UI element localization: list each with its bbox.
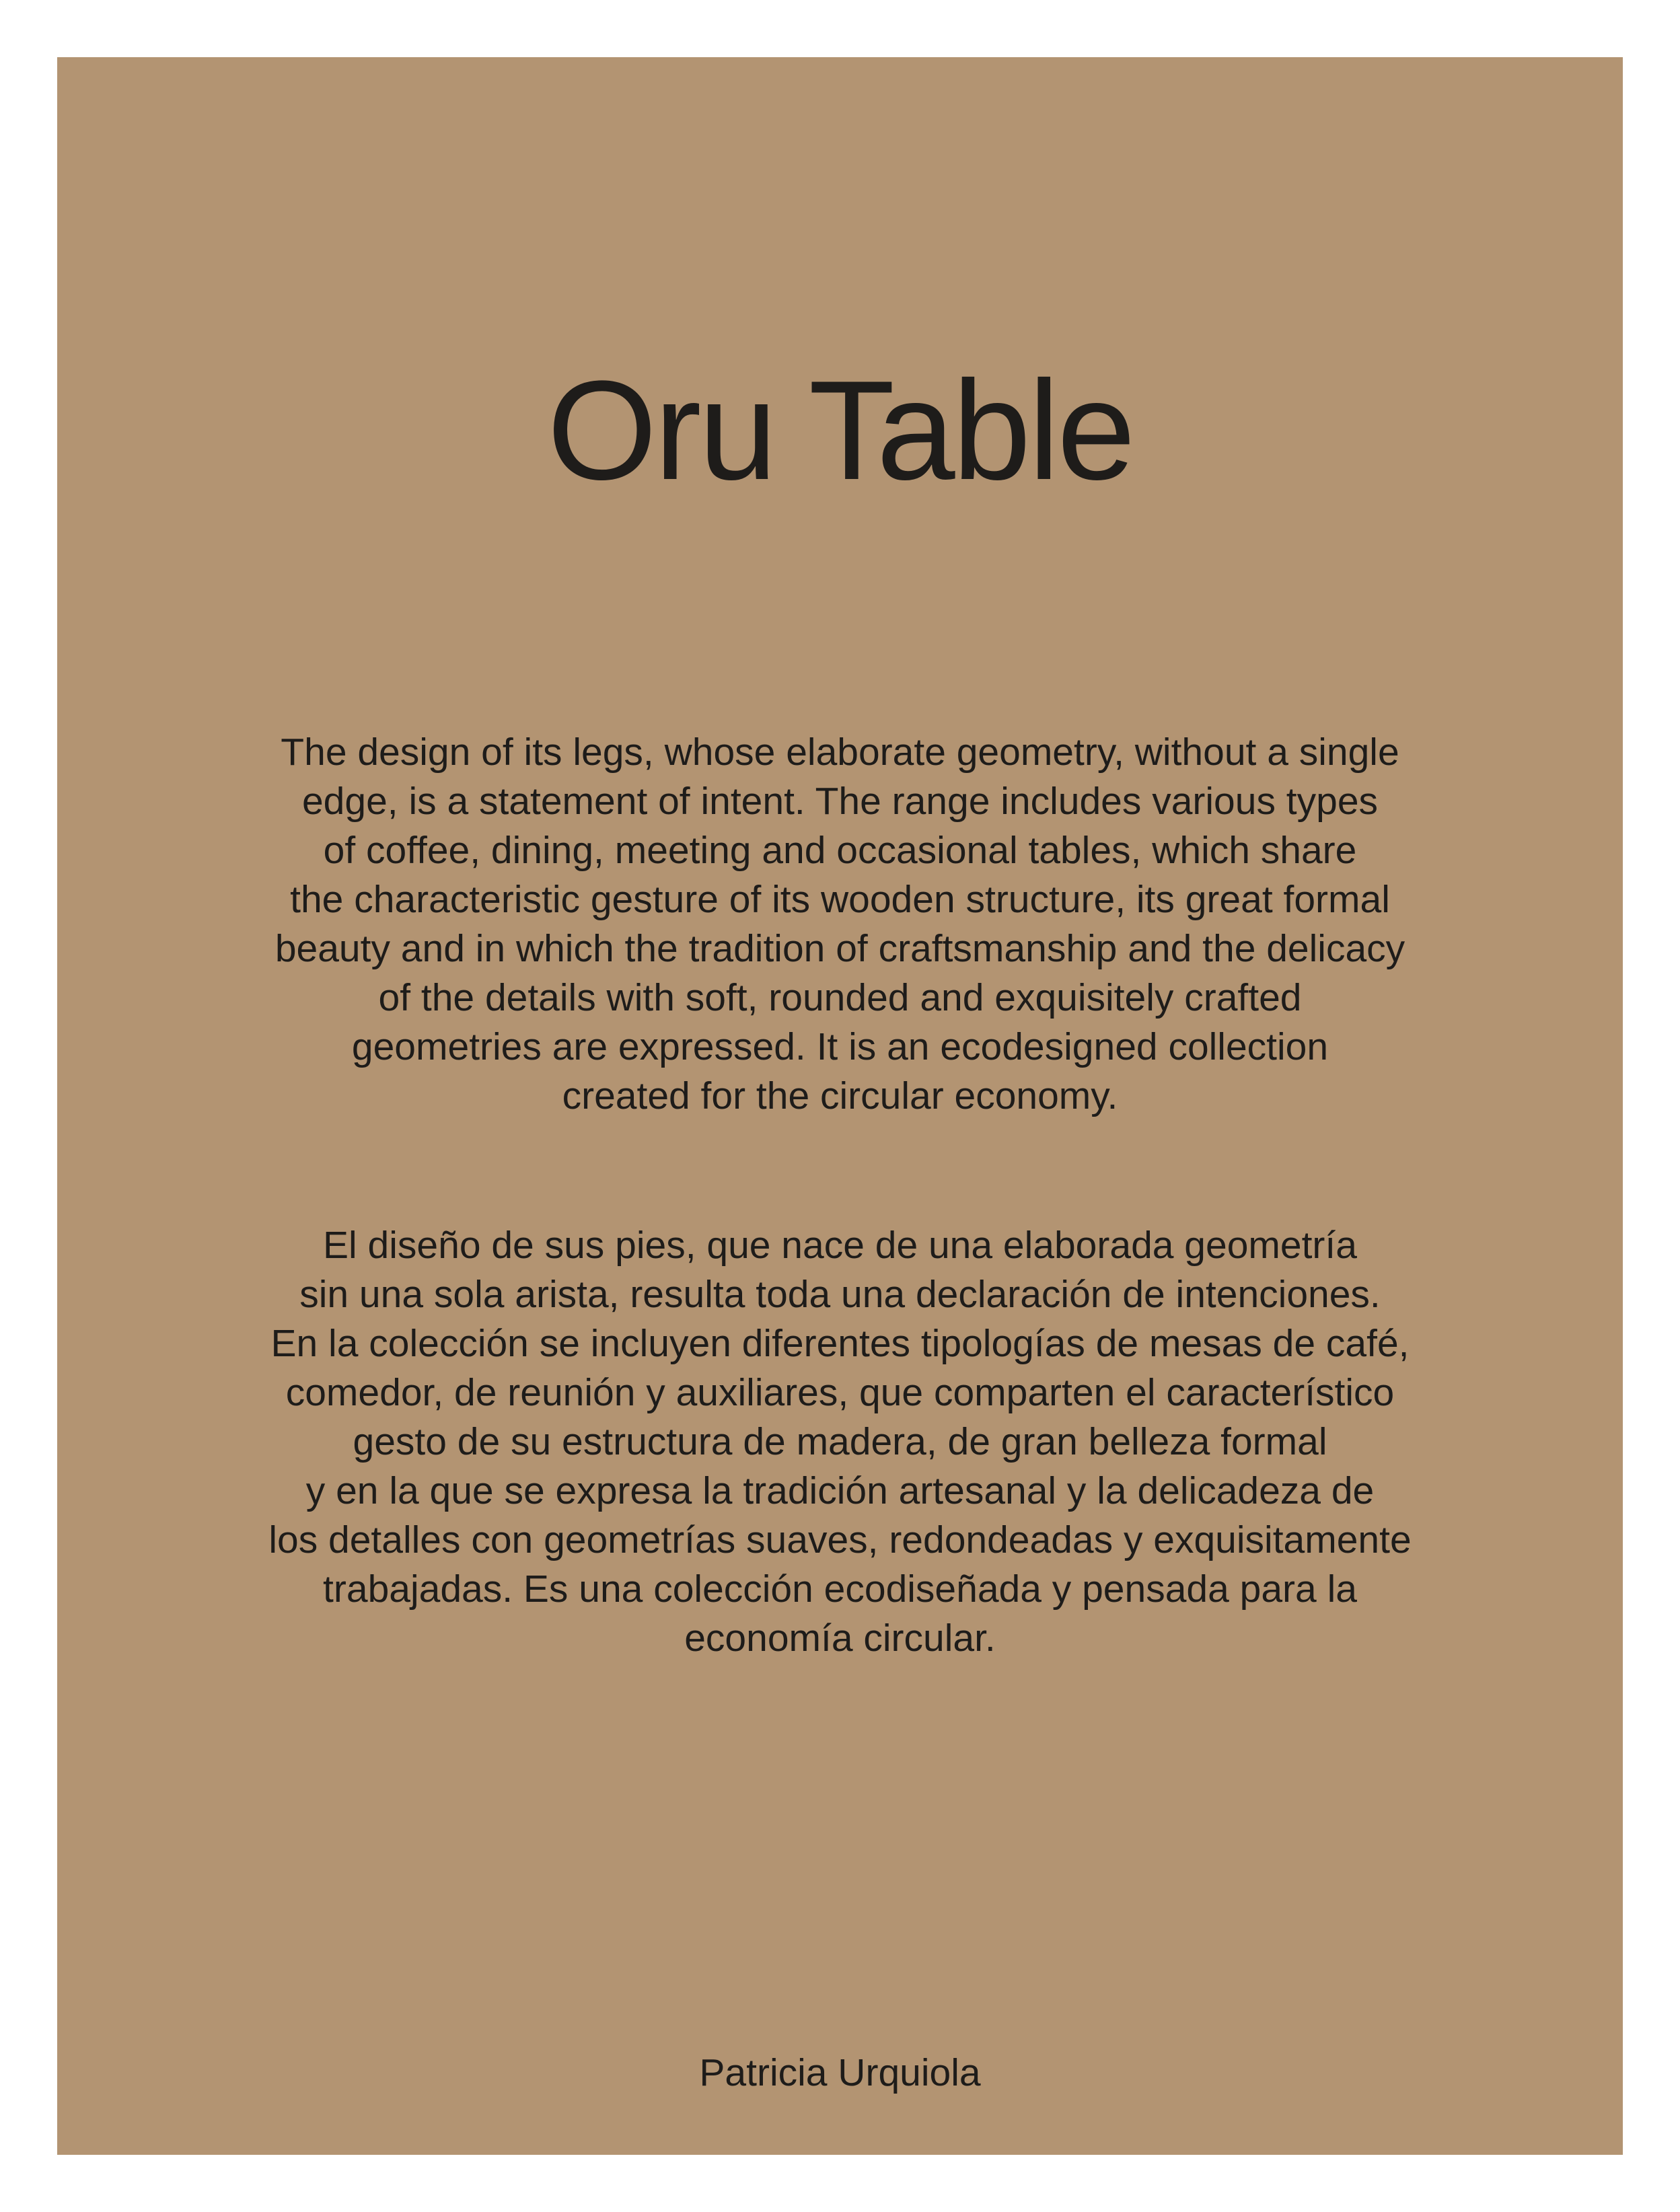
description-spanish-line: sin una sola arista, resulta toda una declaración de intenciones. [299,1273,1381,1316]
description-spanish-line: El diseño de sus pies, que nace de una elaborada geometría [323,1224,1357,1267]
description-english [57,728,1623,1121]
page-title: Oru Table [547,351,1133,509]
description-spanish-line: comedor, de reunión y auxiliares, que comparten el característico [285,1371,1395,1414]
description-spanish-line: En la colección se incluyen diferentes tipologías de mesas de café, [270,1322,1410,1365]
description-spanish-line: gesto de su estructura de madera, de gran belleza formal [353,1420,1327,1463]
description-spanish-line: trabajadas. Es una colección ecodiseñada y pensada para la [323,1568,1357,1611]
content-panel [57,57,1623,2155]
description-english-line: of the details with soft, rounded and exquisitely crafted [378,976,1302,1019]
description-english-line: geometries are expressed. It is an ecodesigned collection [351,1025,1329,1068]
description-spanish-line: y en la que se expresa la tradición artesanal y la delicadeza de [305,1469,1375,1512]
description-english-line: The design of its legs, whose elaborate geometry, without a single [281,731,1399,774]
description-spanish-line: economía circular. [684,1617,996,1660]
description-english-line: beauty and in which the tradition of craftsmanship and the delicacy [275,927,1405,970]
designer-name: Patricia Urquiola [699,2051,981,2094]
description-english-line: edge, is a statement of intent. The range includes various types [301,780,1379,823]
description-spanish-line: los detalles con geometrías suaves, redondeadas y exquisitamente [268,1518,1412,1561]
description-english-line: created for the circular economy. [562,1074,1118,1117]
description-english-line: the characteristic gesture of its wooden structure, its great formal [290,878,1390,921]
description-english-line: of coffee, dining, meeting and occasional tables, which share [323,829,1357,872]
description-spanish [57,1221,1623,1663]
